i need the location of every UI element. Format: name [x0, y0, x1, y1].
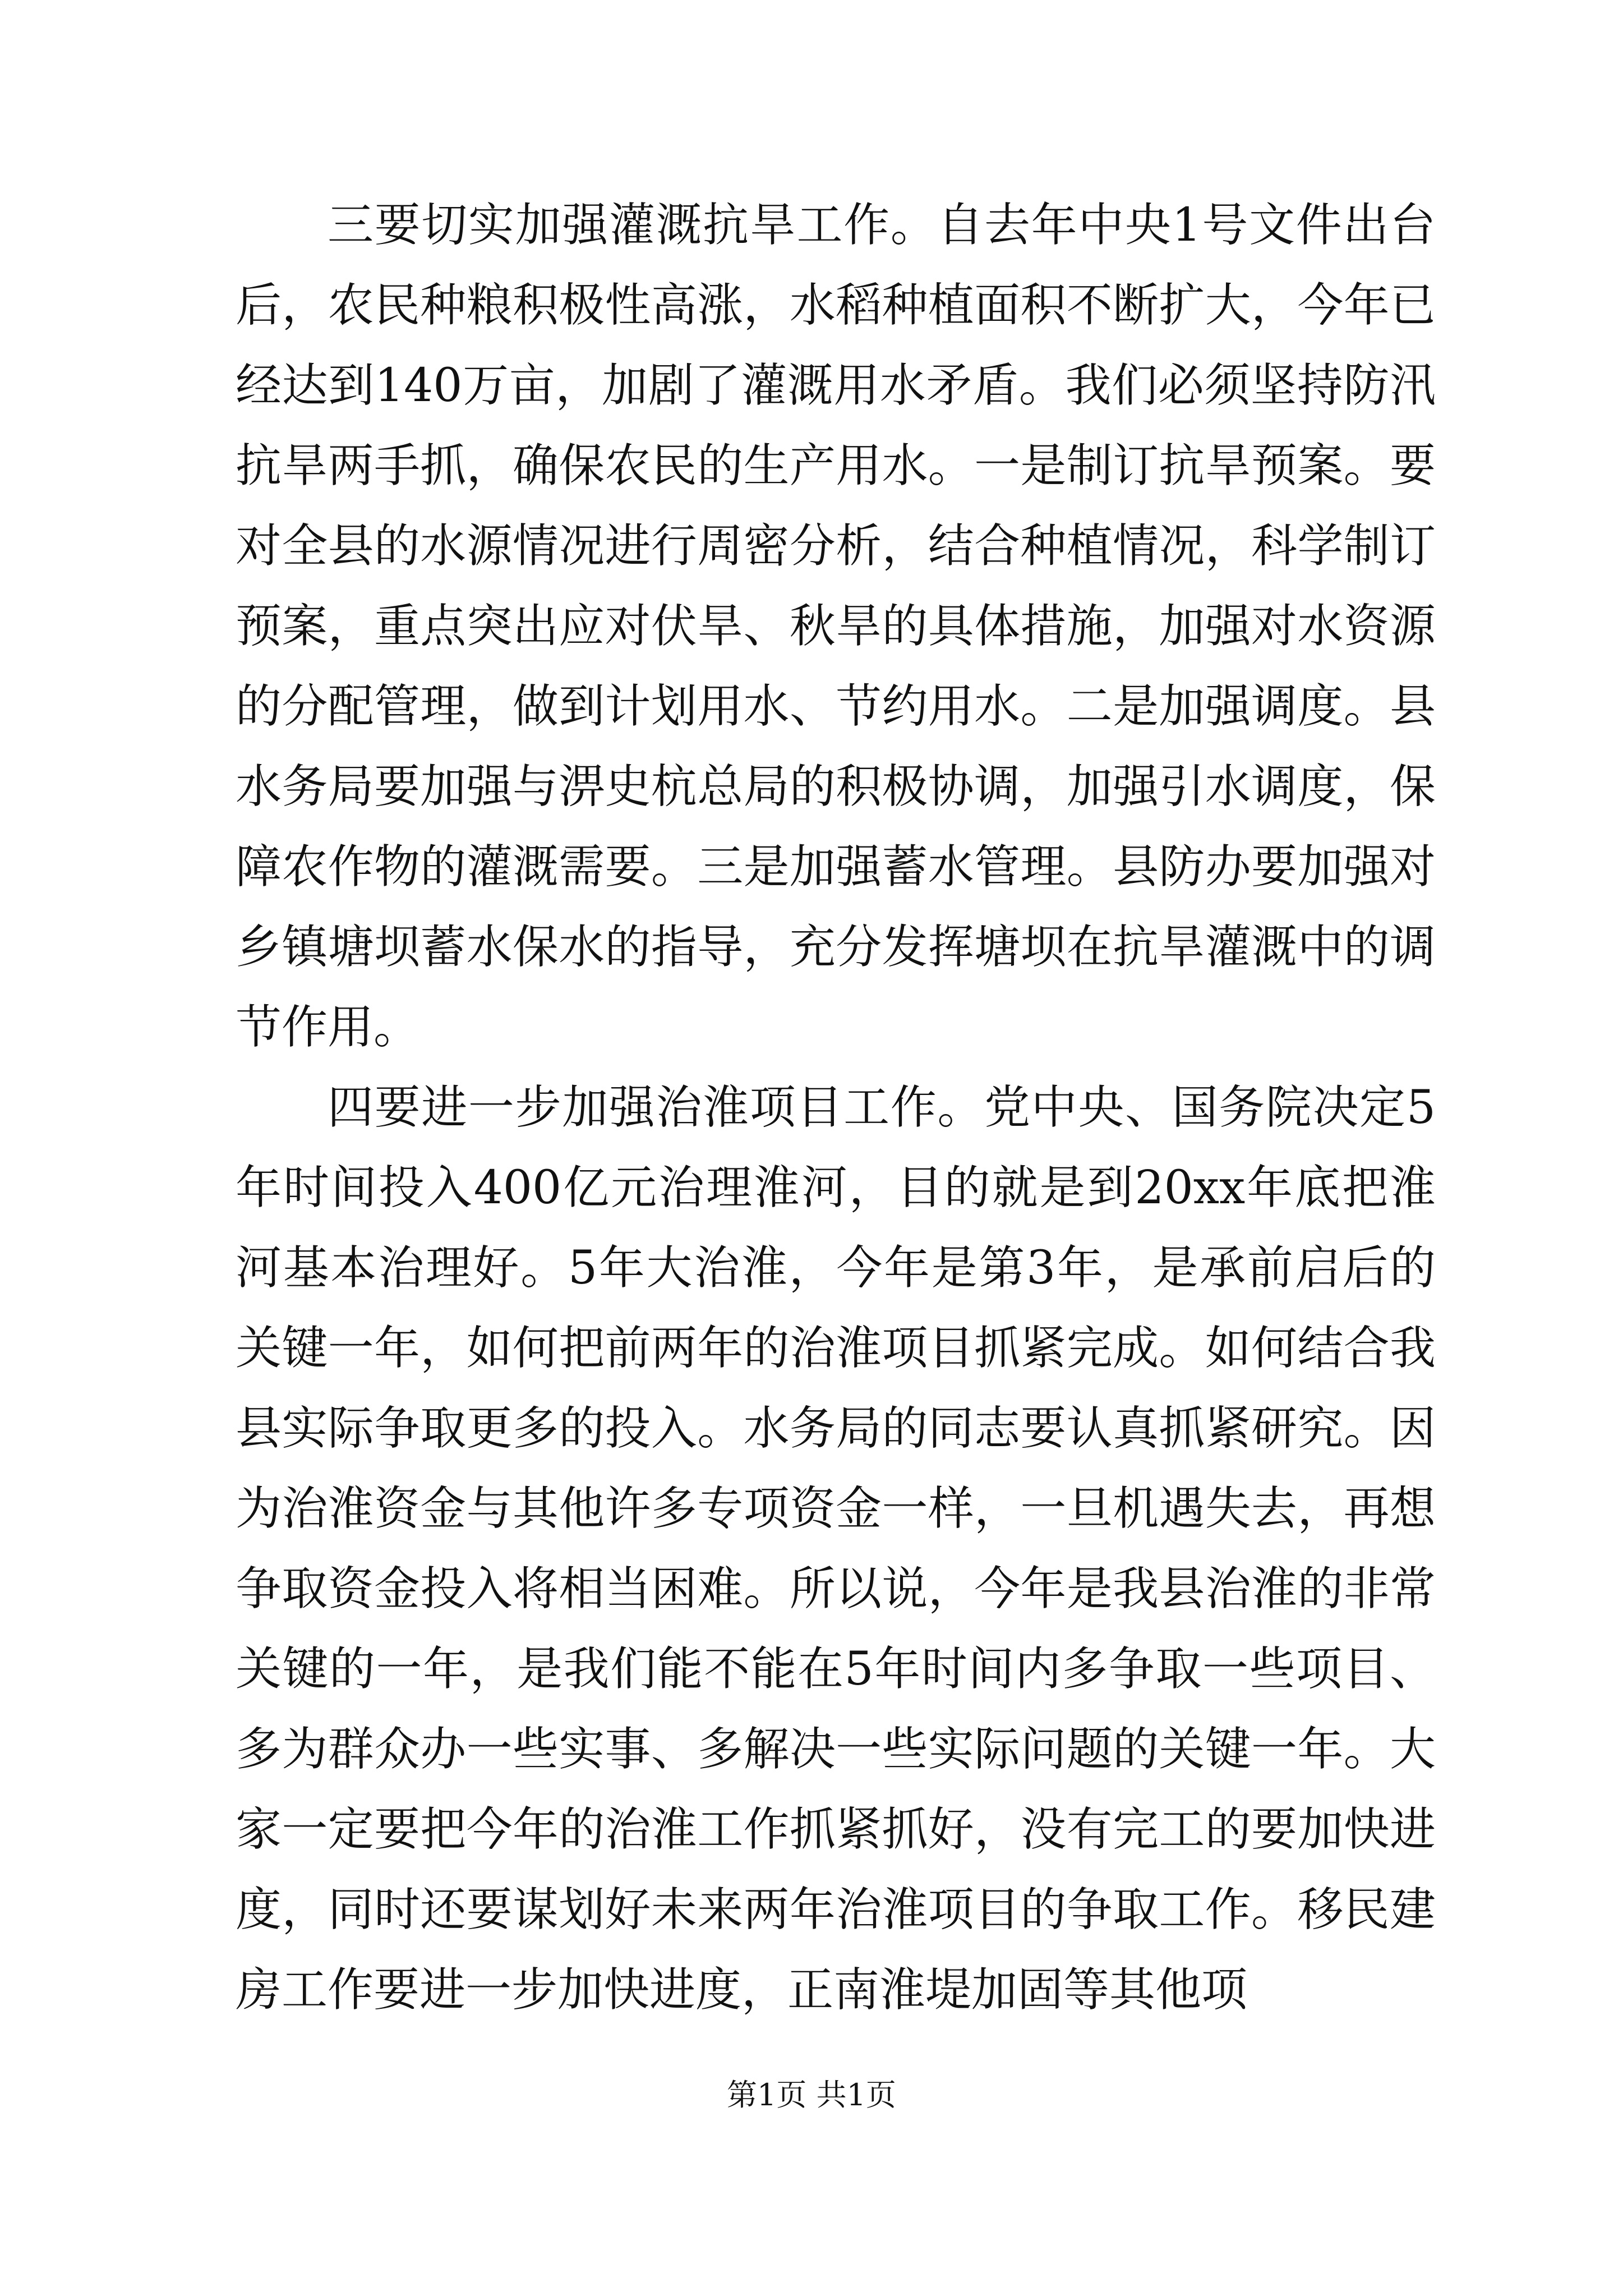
- paragraph-irrigation-drought: 三要切实加强灌溉抗旱工作。自去年中央1号文件出台后，农民种粮积极性高涨，水稻种植面积不断扩大，今年已经达到140万亩，加剧了灌溉用水矛盾。我们必须坚持防汛抗旱两手抓，确保农民的生产用水。一是制订抗旱预案。要对全县的水源情况进行周密分析，结合种植情况，科学制订预案，重点突出应对伏旱、秋旱的具体措施，加强对水资源的分配管理，做到计划用水、节约用水。二是加强调度。县水务局要加强与淠史杭总局的积极协调，加强引水调度，保障农作物的灌溉需要。三是加强蓄水管理。县防办要加强对乡镇塘坝蓄水保水的指导，充分发挥塘坝在抗旱灌溉中的调节作用。: [236, 199, 1436, 1054]
- document-body: [236, 185, 1436, 2030]
- page-number-label: 第1页 共1页: [727, 2077, 896, 2113]
- paragraph-huai-river-project: 四要进一步加强治淮项目工作。党中央、国务院决定5年时间投入400亿元治理淮河，目的就是到20xx年底把淮河基本治理好。5年大治淮，今年是第3年，是承前启后的关键一年，如何把前两年的治淮项目抓紧完成。如何结合我县实际争取更多的投入。水务局的同志要认真抓紧研究。因为治淮资金与其他许多专项资金一样，一旦机遇失去，再想争取资金投入将相当困难。所以说，今年是我县治淮的非常关键的一年，是我们能不能在5年时间内多争取一些项目、多为群众办一些实事、多解决一些实际问题的关键一年。大家一定要把今年的治淮工作抓紧抓好，没有完工的要加快进度，同时还要谋划好未来两年治淮项目的争取工作。移民建房工作要进一步加快进度，正南淮堤加固等其他项: [236, 1081, 1436, 2017]
- page-footer: [0, 2076, 1623, 2115]
